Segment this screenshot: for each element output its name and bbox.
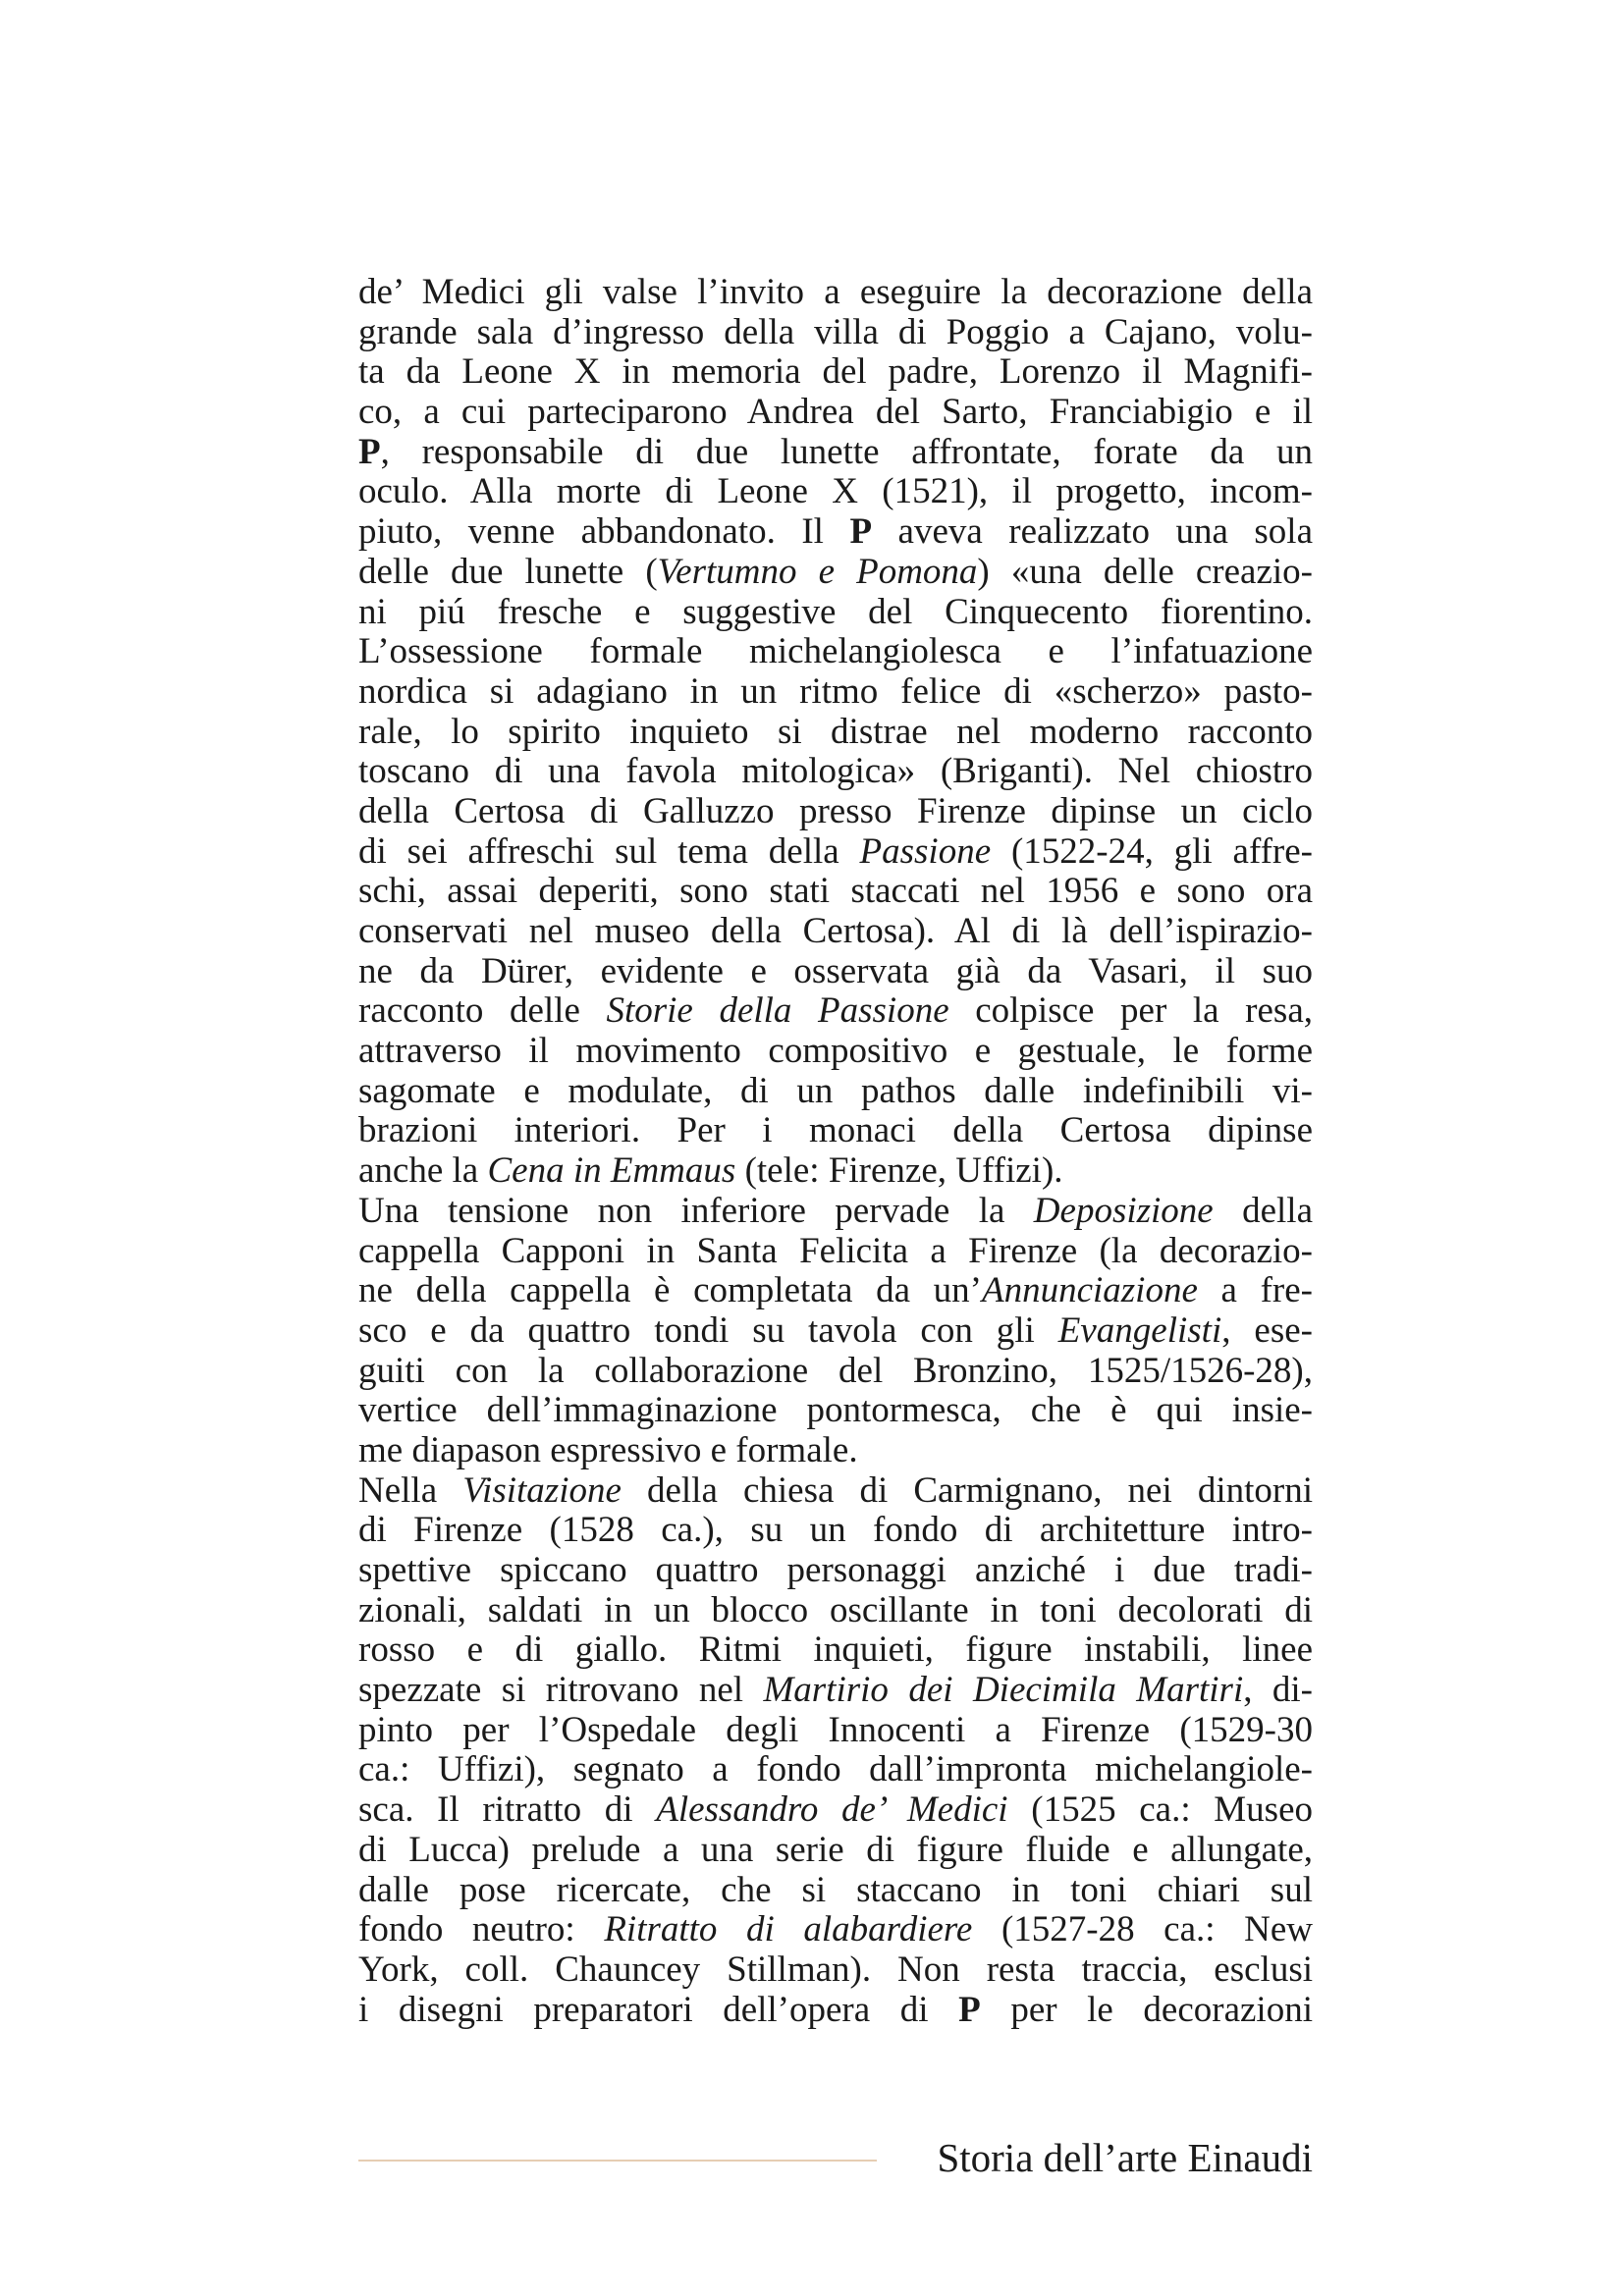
text-line xyxy=(358,1192,1313,1232)
text-run: (1527-28 ca.: New xyxy=(972,1909,1314,1950)
text-line xyxy=(358,1151,1313,1192)
text-line xyxy=(358,1750,1313,1790)
italic-run: Vertumno e Pomona xyxy=(657,551,978,592)
text-line xyxy=(358,1271,1313,1311)
text-line xyxy=(358,472,1313,512)
text-line xyxy=(358,952,1313,992)
text-run: , ese- xyxy=(1221,1309,1313,1351)
text-run: ni piú fresche e suggestive del Cinquecento fiorentino. xyxy=(358,591,1313,632)
text-line xyxy=(358,912,1313,952)
text-run: York, coll. Chauncey Stillman). Non resta traccia, esclusi xyxy=(358,1949,1313,1990)
text-run: delle due lunette ( xyxy=(358,551,658,592)
text-run: sca. Il ritratto di xyxy=(358,1789,657,1831)
text-run: conservati nel museo della Certosa). Al di là dell’ispirazio- xyxy=(358,911,1313,951)
text-run: brazioni interiori. Per i monaci della Certosa dipinse xyxy=(358,1110,1313,1151)
italic-run: Evangelisti xyxy=(1057,1309,1222,1351)
text-line xyxy=(358,553,1313,593)
text-run: rosso e di giallo. Ritmi inquieti, figure instabili, linee xyxy=(358,1629,1313,1671)
text-run: sagomate e modulate, di un pathos dalle indefinibili vi- xyxy=(358,1070,1313,1111)
text-line xyxy=(358,1630,1313,1671)
text-run: colpisce per la resa, xyxy=(948,990,1313,1032)
text-run: me diapason espressivo e formale. xyxy=(358,1429,858,1470)
text-line xyxy=(358,1352,1313,1392)
text-line xyxy=(358,1671,1313,1711)
text-run: i disegni preparatori dell’opera di xyxy=(358,1989,959,2030)
bold-run: P xyxy=(849,511,873,553)
text-run: della Certosa di Galluzzo presso Firenze dipinse un ciclo xyxy=(358,790,1313,831)
text-line xyxy=(358,1871,1313,1911)
text-line xyxy=(358,1311,1313,1352)
paragraph xyxy=(358,1192,1313,1471)
text-line xyxy=(358,1991,1313,2031)
text-run: (1522-24, gli affre- xyxy=(991,830,1313,872)
text-run: oculo. Alla morte di Leone X (1521), il progetto, incom- xyxy=(358,471,1313,512)
text-line xyxy=(358,792,1313,832)
text-run: di Lucca) prelude a una serie di figure fluide e allungate, xyxy=(358,1829,1313,1870)
text-run: ca.: Uffizi), segnato a fondo dall’impronta michelangiole- xyxy=(358,1749,1313,1790)
italic-run: Martirio dei Diecimila Martiri xyxy=(763,1670,1244,1711)
text-run: schi, assai deperiti, sono stati staccati nel 1956 e sono ora xyxy=(358,871,1313,912)
text-run: nordica si adagiano in un ritmo felice di «scherzo» pasto- xyxy=(358,670,1313,712)
text-line xyxy=(358,433,1313,473)
text-line xyxy=(358,872,1313,912)
text-run: ) «una delle creazio- xyxy=(977,551,1313,592)
text-line xyxy=(358,1072,1313,1112)
italic-run: Ritratto di alabardiere xyxy=(604,1909,973,1950)
italic-run: Cena in Emmaus xyxy=(487,1150,736,1192)
text-line xyxy=(358,1910,1313,1950)
text-line xyxy=(358,1511,1313,1551)
text-run: di sei affreschi sul tema della xyxy=(358,830,860,872)
text-run: zionali, saldati in un blocco oscillante in toni decolorati di xyxy=(358,1589,1313,1630)
text-run: guiti con la collaborazione del Bronzino, 1525/1526-28), xyxy=(358,1350,1313,1391)
text-run: piuto, venne abbandonato. Il xyxy=(358,511,850,553)
text-run: racconto delle xyxy=(358,990,607,1032)
text-run: spettive spiccano quattro personaggi anziché i due tradi- xyxy=(358,1550,1313,1590)
text-line xyxy=(358,1431,1313,1471)
text-line xyxy=(358,713,1313,753)
bold-run: P xyxy=(358,431,381,472)
text-line xyxy=(358,632,1313,672)
footer-title: Storia dell’arte Einaudi xyxy=(937,2135,1313,2180)
text-run: di Firenze (1528 ca.), su un fondo di architetture intro- xyxy=(358,1510,1313,1551)
text-line xyxy=(358,1591,1313,1631)
text-run: (tele: Firenze, Uffizi). xyxy=(735,1150,1063,1192)
italic-run: Annunciazione xyxy=(981,1270,1198,1311)
text-line xyxy=(358,1111,1313,1151)
text-run: cappella Capponi in Santa Felicita a Firenze (la decorazio- xyxy=(358,1230,1313,1271)
text-run: co, a cui parteciparono Andrea del Sarto, Franciabigio e il xyxy=(358,392,1313,433)
text-line xyxy=(358,512,1313,553)
text-run: L’ossessione formale michelangiolesca e l’infatuazione xyxy=(358,631,1313,672)
text-line xyxy=(358,832,1313,873)
text-line xyxy=(358,1032,1313,1072)
text-run: de’ Medici gli valse l’invito a eseguire la decorazione della xyxy=(358,272,1313,312)
text-line xyxy=(358,1391,1313,1431)
text-run: della xyxy=(1213,1190,1314,1231)
italic-run: Alessandro de’ Medici xyxy=(656,1789,1008,1831)
text-line xyxy=(358,1711,1313,1751)
text-line xyxy=(358,672,1313,713)
paragraph xyxy=(358,1471,1313,2031)
text-run: grande sala d’ingresso della villa di Poggio a Cajano, volu- xyxy=(358,311,1313,352)
text-run: spezzate si ritrovano nel xyxy=(358,1670,764,1711)
text-line xyxy=(358,352,1313,393)
text-run: ne della cappella è completata da un’ xyxy=(358,1270,982,1311)
text-run: ne da Dürer, evidente e osservata già da Vasari, il suo xyxy=(358,950,1313,991)
italic-run: Deposizione xyxy=(1033,1190,1214,1231)
text-run: toscano di una favola mitologica» (Briganti). Nel chiostro xyxy=(358,751,1313,792)
paragraph xyxy=(358,273,1313,1192)
footer-rule xyxy=(358,2160,877,2162)
text-line xyxy=(358,1471,1313,1512)
text-line xyxy=(358,752,1313,792)
text-run: sco e da quattro tondi su tavola con gli xyxy=(358,1309,1058,1351)
text-line xyxy=(358,991,1313,1032)
text-run: anche la xyxy=(358,1150,488,1192)
text-line xyxy=(358,1551,1313,1591)
italic-run: Visitazione xyxy=(462,1469,622,1511)
text-run: aveva realizzato una sola xyxy=(872,511,1313,553)
text-run: ta da Leone X in memoria del padre, Lorenzo il Magnifi- xyxy=(358,351,1313,393)
text-run: Nella xyxy=(358,1469,463,1511)
text-line xyxy=(358,273,1313,313)
text-run: Una tensione non inferiore pervade la xyxy=(358,1190,1034,1231)
text-run: attraverso il movimento compositivo e gestuale, le forme xyxy=(358,1031,1313,1072)
text-run: pinto per l’Ospedale degli Innocenti a Firenze (1529-30 xyxy=(358,1709,1313,1750)
text-run: rale, lo spirito inquieto si distrae nel moderno racconto xyxy=(358,711,1313,752)
body-text xyxy=(358,273,1313,2030)
text-line xyxy=(358,1831,1313,1871)
text-run: a fre- xyxy=(1197,1270,1313,1311)
italic-run: Passione xyxy=(859,830,992,872)
text-run: , di- xyxy=(1243,1670,1313,1711)
text-line xyxy=(358,593,1313,633)
text-run: vertice dell’immaginazione pontormesca, che è qui insie- xyxy=(358,1390,1313,1431)
text-run: dalle pose ricercate, che si staccano in toni chiari sul xyxy=(358,1869,1313,1910)
bold-run: P xyxy=(958,1989,981,2030)
text-run: della chiesa di Carmignano, nei dintorni xyxy=(621,1469,1313,1511)
text-run: fondo neutro: xyxy=(358,1909,605,1950)
italic-run: Storie della Passione xyxy=(606,990,949,1032)
text-run: per le decorazioni xyxy=(980,1989,1313,2030)
text-run: , responsabile di due lunette affrontate, forate da un xyxy=(380,431,1313,472)
text-line xyxy=(358,1950,1313,1991)
text-line xyxy=(358,1232,1313,1272)
text-run: (1525 ca.: Museo xyxy=(1007,1789,1313,1831)
text-line xyxy=(358,393,1313,433)
text-line xyxy=(358,313,1313,353)
text-line xyxy=(358,1790,1313,1831)
